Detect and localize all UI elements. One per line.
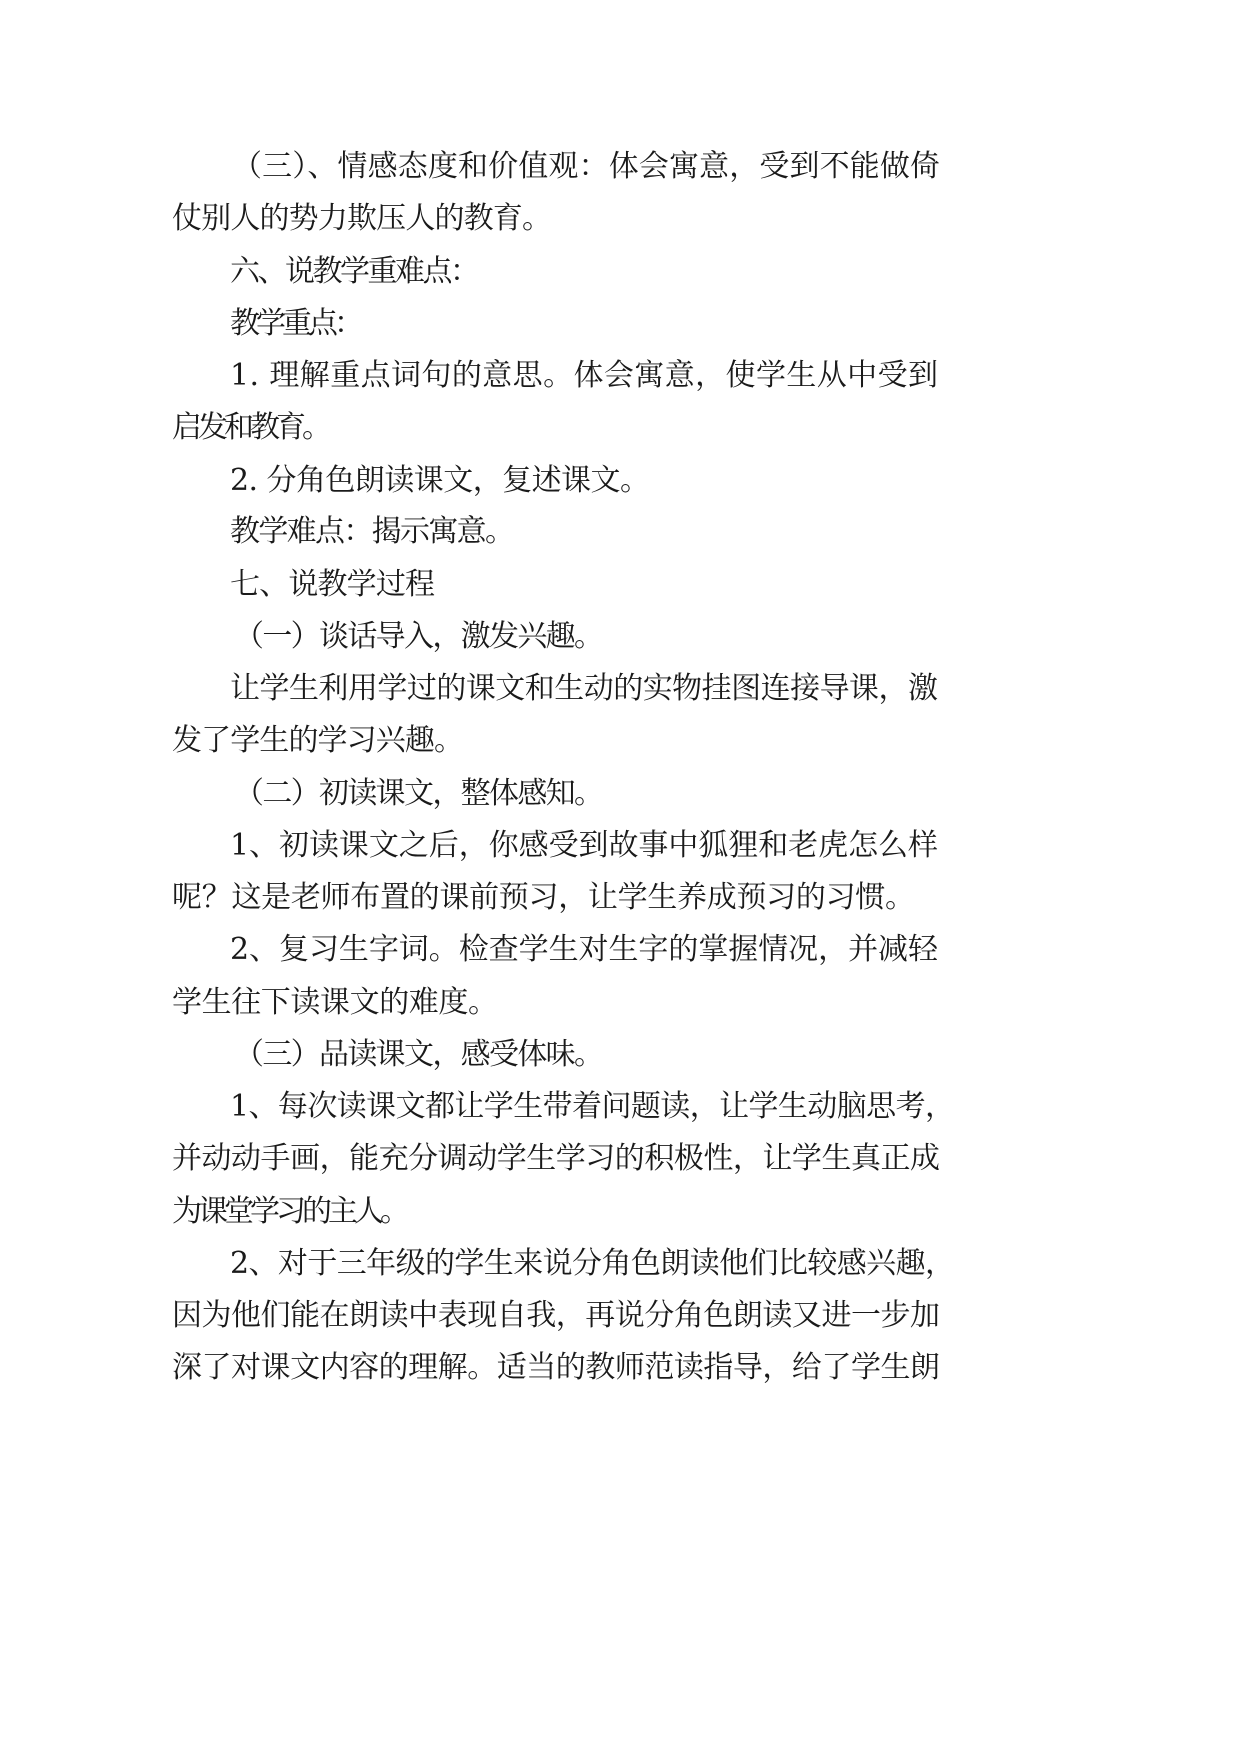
text-line: 发了学生的学习兴趣。 (172, 723, 464, 758)
list-item: 1、每次读课文都让学生带着问题读，让学生动脑思考， (230, 1089, 955, 1124)
text-line: 学生往下读课文的难度。 (172, 985, 498, 1020)
subheading: （二）初读课文，整体感知。 (234, 776, 603, 811)
section-heading: 七、说教学过程 (230, 567, 435, 602)
list-item: 1. 理解重点词句的意思。体会寓意，使学生从中受到 (230, 358, 939, 393)
text-line: （三）、情感态度和价值观：体会寓意，受到不能做倚 (232, 149, 941, 184)
subheading: （三）品读课文，感受体味。 (234, 1037, 603, 1072)
text-line: 呢？这是老师布置的课前预习，让学生养成预习的习惯。 (172, 880, 915, 915)
section-heading: 六、说教学重难点： (230, 254, 478, 289)
text-line: 为课堂学习的主人。 (172, 1194, 406, 1229)
list-item: 2、复习生字词。检查学生对生字的掌握情况，并减轻 (230, 932, 938, 967)
text-line: 让学生利用学过的课文和生动的实物挂图连接导课，激 (230, 671, 938, 706)
text-line: 深了对课文内容的理解。适当的教师范读指导，给了学生朗 (172, 1350, 940, 1385)
subheading: 教学重点： (230, 306, 360, 341)
list-item: 1、初读课文之后，你感受到故事中狐狸和老虎怎么样 (230, 828, 938, 863)
text-line: 启发和教育。 (172, 410, 328, 445)
text-line: 因为他们能在朗读中表现自我，再说分角色朗读又进一步加 (172, 1298, 940, 1333)
list-item: 2、对于三年级的学生来说分角色朗读他们比较感兴趣， (230, 1246, 955, 1281)
subheading: （一）谈话导入，激发兴趣。 (234, 619, 603, 654)
list-item: 2. 分角色朗读课文，复述课文。 (230, 463, 650, 498)
text-line: 仗别人的势力欺压人的教育。 (172, 201, 552, 236)
text-line: 并动动手画，能充分调动学生学习的积极性，让学生真正成 (172, 1141, 940, 1176)
text-line: 教学难点：揭示寓意。 (230, 514, 514, 549)
